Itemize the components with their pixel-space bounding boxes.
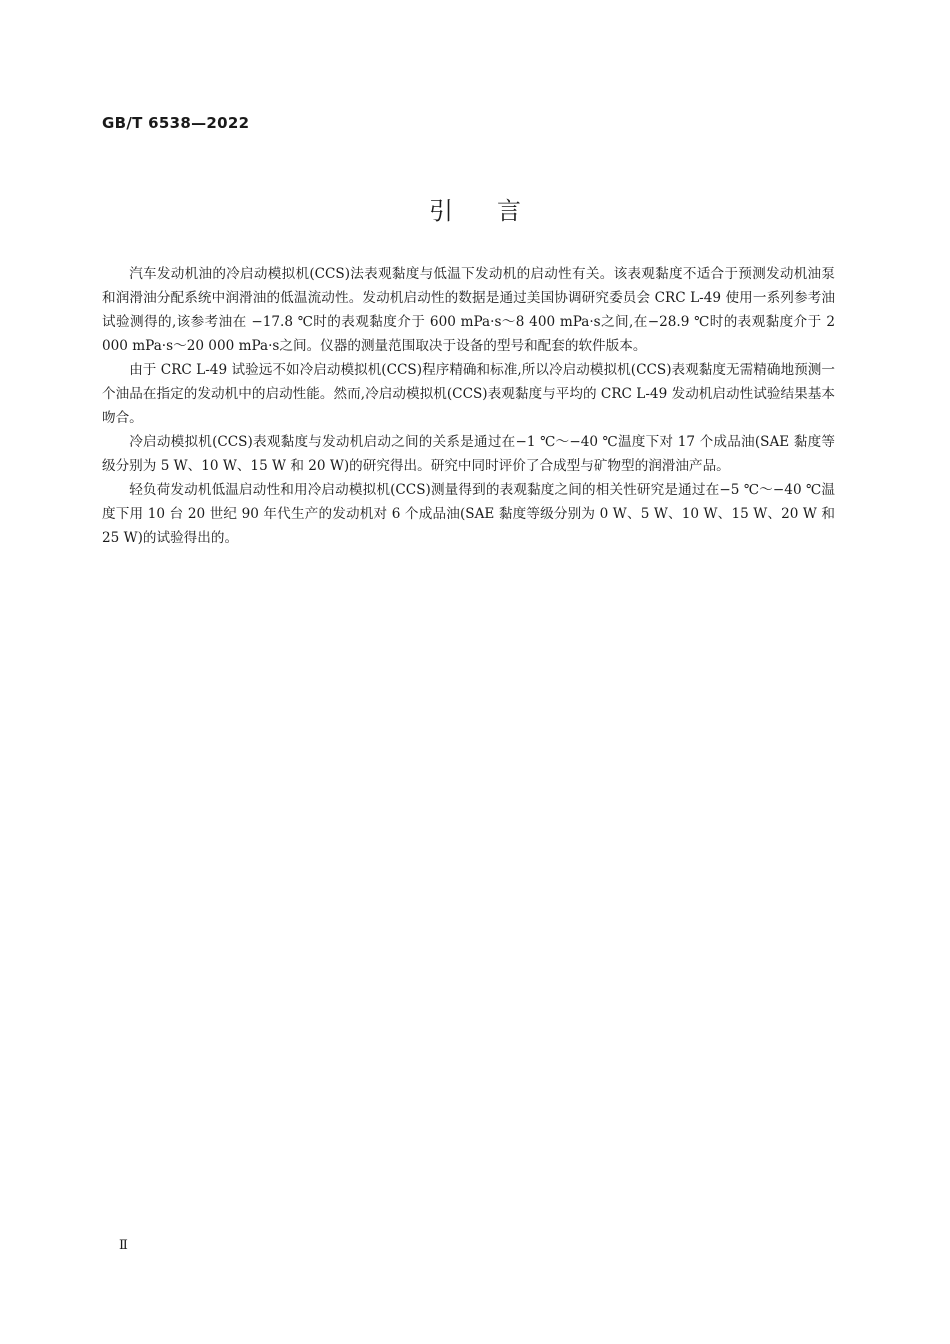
paragraph: 冷启动模拟机(CCS)表观黏度与发动机启动之间的关系是通过在−1 ℃～−40 ℃温度下对 17 个成品油(SAE 黏度等级分别为 5 W、10 W、15 W 和 20 W)的研究得出。研究中同时评价了合成型与矿物型的润滑油产品。 (102, 434, 835, 474)
section-title: 引言 (429, 197, 565, 225)
paragraph: 汽车发动机油的冷启动模拟机(CCS)法表观黏度与低温下发动机的启动性有关。该表观黏度不适合于预测发动机油泵和润滑油分配系统中润滑油的低温流动性。发动机启动性的数据是通过美国协调研究委员会 CRC L-49 使用一系列参考油试验测得的,该参考油在 −17.8 ℃时的表观黏度介于 600 mPa·s～8 400 mPa·s之间,在−28.9 ℃时的表观黏度介于 2 000 mPa·s～20 000 mPa·s之间。仪器的测量范围取决于设备的型号和配套的软件版本。 (102, 266, 835, 354)
document-code: GB/T 6538—2022 (102, 114, 250, 132)
body-text (102, 262, 835, 550)
page-number: Ⅱ (119, 1238, 128, 1253)
paragraph: 由于 CRC L-49 试验远不如冷启动模拟机(CCS)程序精确和标准,所以冷启动模拟机(CCS)表观黏度无需精确地预测一个油品在指定的发动机中的启动性能。然而,冷启动模拟机(CCS)表观黏度与平均的 CRC L-49 发动机启动性试验结果基本吻合。 (102, 362, 835, 426)
paragraph: 轻负荷发动机低温启动性和用冷启动模拟机(CCS)测量得到的表观黏度之间的相关性研究是通过在−5 ℃～−40 ℃温度下用 10 台 20 世纪 90 年代生产的发动机对 6 个成品油(SAE 黏度等级分别为 0 W、5 W、10 W、15 W、20 W 和 25 W)的试验得出的。 (102, 482, 835, 546)
